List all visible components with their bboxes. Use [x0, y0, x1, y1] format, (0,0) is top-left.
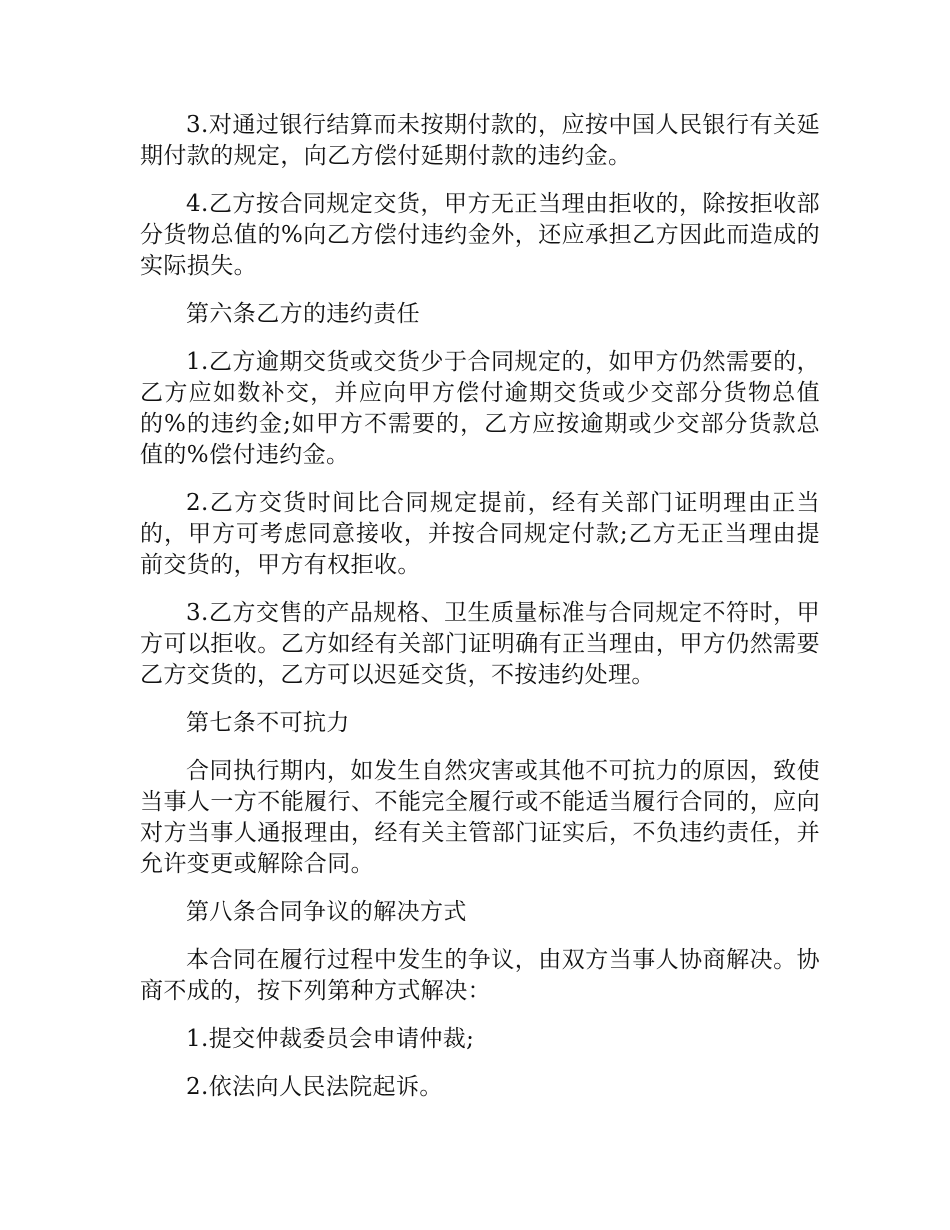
- clause-paragraph: 3.乙方交售的产品规格、卫生质量标准与合同规定不符时，甲方可以拒收。乙方如经有关部门证明确有正当理由，甲方仍然需要乙方交货的，乙方可以迟延交货，不按违约处理。: [140, 600, 820, 688]
- section-heading: 第六条乙方的违约责任: [186, 301, 420, 327]
- document-body: [140, 110, 820, 1120]
- section-heading: 第七条不可抗力: [186, 710, 350, 736]
- clause-paragraph: 合同执行期内，如发生自然灾害或其他不可抗力的原因，致使当事人一方不能履行、不能完全履行或不能适当履行合同的，应向对方当事人通报理由，经有关主管部门证实后，不负违约责任，并允许变更或解除合同。: [140, 758, 820, 877]
- clause-paragraph: 1.提交仲裁委员会申请仲裁;: [186, 1026, 475, 1052]
- clause-paragraph: 1.乙方逾期交货或交货少于合同规定的，如甲方仍然需要的，乙方应如数补交，并应向甲方偿付逾期交货或少交部分货物总值的%的违约金;如甲方不需要的，乙方应按逾期或少交部分货款总值的%偿付违约金。: [140, 349, 820, 468]
- section-heading: 第八条合同争议的解决方式: [186, 899, 467, 925]
- clause-paragraph: 4.乙方按合同规定交货，甲方无正当理由拒收的，除按拒收部分货物总值的%向乙方偿付违约金外，还应承担乙方因此而造成的实际损失。: [140, 191, 820, 279]
- clause-paragraph: 本合同在履行过程中发生的争议，由双方当事人协商解决。协商不成的，按下列第种方式解决：: [140, 947, 820, 1004]
- clause-paragraph: 2.依法向人民法院起诉。: [186, 1074, 443, 1100]
- clause-paragraph: 3.对通过银行结算而未按期付款的，应按中国人民银行有关延期付款的规定，向乙方偿付延期付款的违约金。: [140, 112, 820, 169]
- clause-paragraph: 2.乙方交货时间比合同规定提前，经有关部门证明理由正当的，甲方可考虑同意接收，并按合同规定付款;乙方无正当理由提前交货的，甲方有权拒收。: [140, 490, 820, 578]
